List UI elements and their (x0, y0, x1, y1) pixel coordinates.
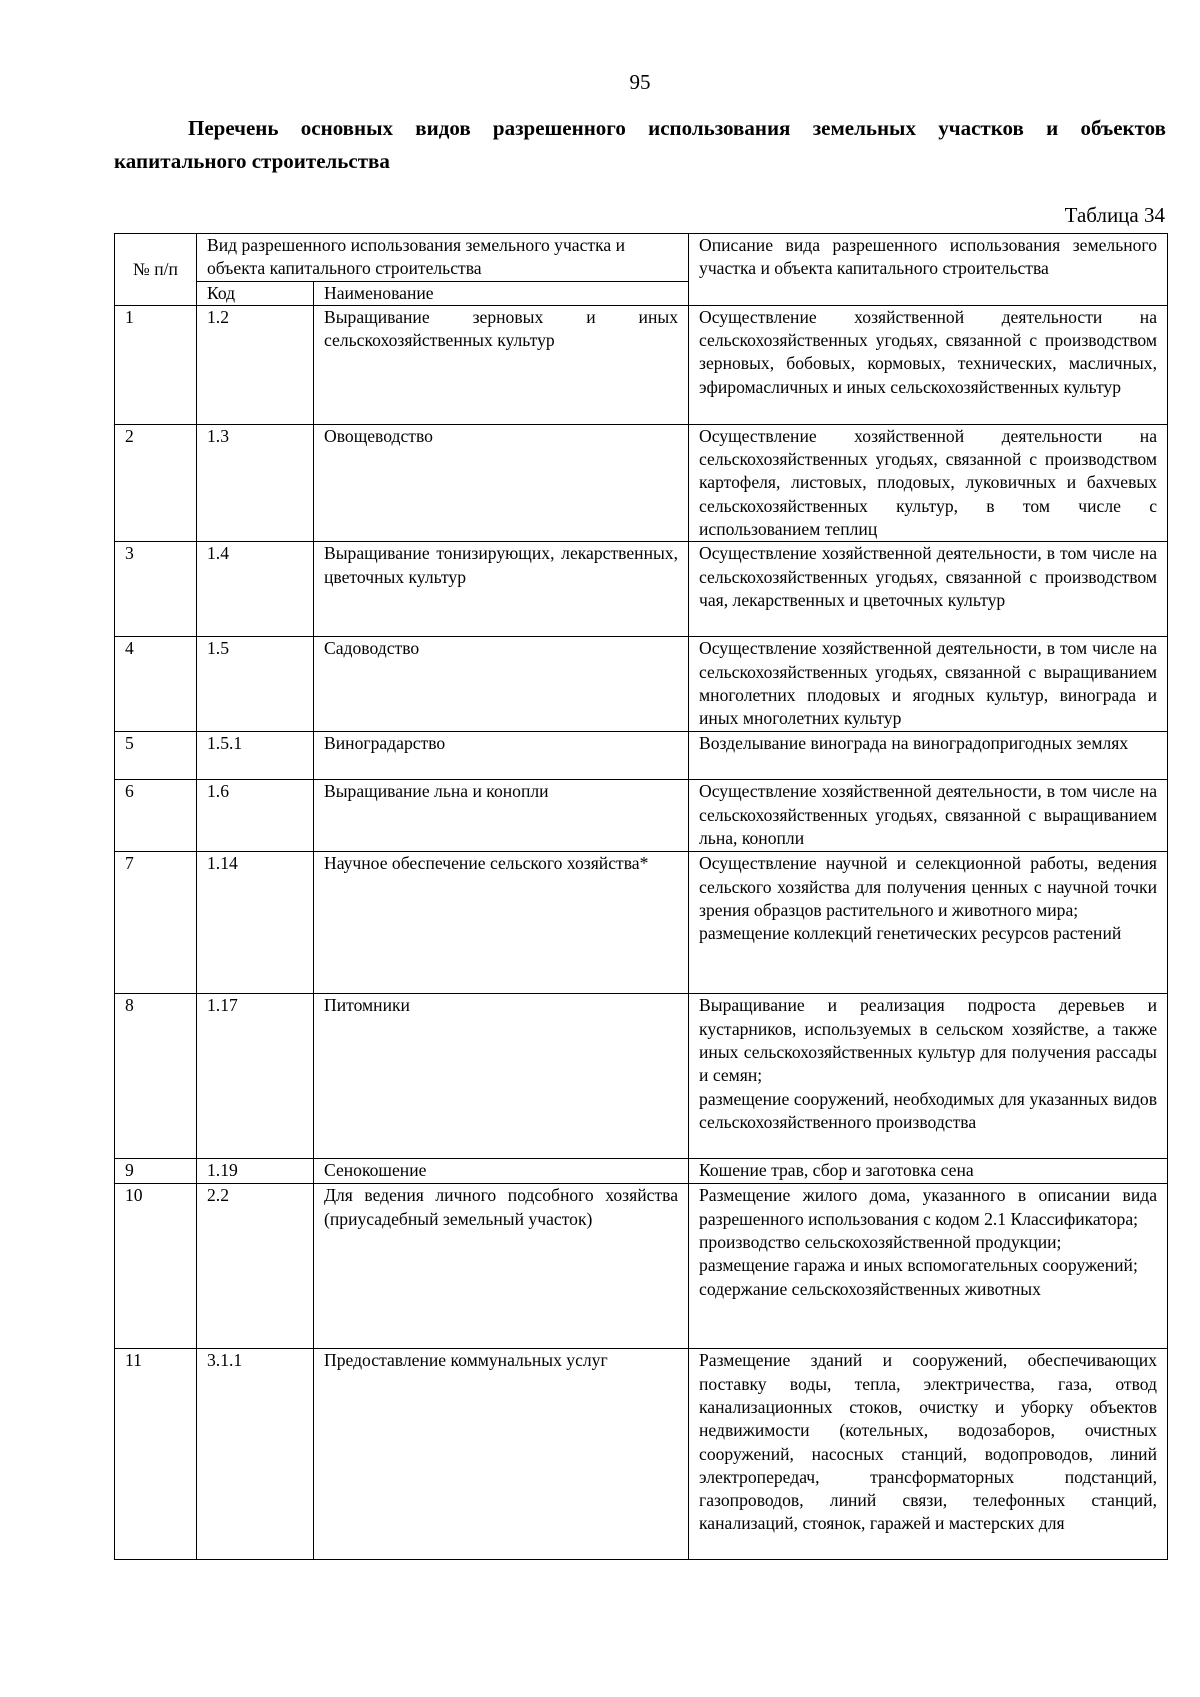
description-paragraph: Осуществление хозяйственной деятельности, в том числе на сельскохозяйственных угодьях, связанной с выращиванием льна, конопли (699, 781, 1158, 848)
row-description (689, 1184, 1168, 1349)
row-name: Питомники (314, 994, 689, 1159)
row-code: 1.19 (197, 1159, 314, 1184)
row-name: Предоставление коммунальных услуг (314, 1349, 689, 1560)
row-name: Научное обеспечение сельского хозяйства* (314, 852, 689, 994)
row-number: 10 (115, 1184, 197, 1349)
row-code: 1.5.1 (197, 732, 314, 780)
description-paragraph: Размещение жилого дома, указанного в описании вида разрешенного использования с кодом 2.1 Классификатора; (699, 1185, 1158, 1229)
description-paragraph: Выращивание и реализация подроста деревьев и кустарников, используемых в сельском хозяйстве, а также иных сельскохозяйственных культур для получения рассады и семян; (699, 995, 1158, 1086)
row-description (689, 780, 1168, 852)
row-code: 1.5 (197, 637, 314, 732)
row-number: 8 (115, 994, 197, 1159)
land-use-table (114, 233, 1168, 1560)
description-paragraph: Возделывание винограда на виноградопригодных землях (699, 733, 1129, 754)
description-paragraph: размещение гаража и иных вспомогательных сооружений; (699, 1255, 1138, 1276)
row-name: Выращивание тонизирующих, лекарственных, цветочных культур (314, 542, 689, 637)
row-code: 1.14 (197, 852, 314, 994)
description-paragraph: Осуществление хозяйственной деятельности, в том числе на сельскохозяйственных угодьях, связанной с производством чая, лекарственных и цветочных культур (699, 543, 1158, 610)
page-number: 95 (629, 70, 651, 94)
table-row (115, 637, 1168, 732)
row-description (689, 994, 1168, 1159)
table-row (115, 994, 1168, 1159)
description-paragraph: Осуществление хозяйственной деятельности, в том числе на сельскохозяйственных угодьях, связанной с выращиванием многолетних плодовых и ягодных культур, винограда и иных многолетних культур (699, 638, 1158, 729)
row-description (689, 305, 1168, 424)
row-number: 2 (115, 424, 197, 541)
description-paragraph: размещение сооружений, необходимых для указанных видов сельскохозяйственного производства (699, 1088, 1158, 1132)
table-row (115, 780, 1168, 852)
row-code: 1.17 (197, 994, 314, 1159)
row-description (689, 732, 1168, 780)
description-paragraph: Кошение трав, сбор и заготовка сена (699, 1160, 974, 1181)
table-row (115, 305, 1168, 424)
table-row (115, 1184, 1168, 1349)
row-code: 2.2 (197, 1184, 314, 1349)
row-number: 4 (115, 637, 197, 732)
description-paragraph: Размещение зданий и сооружений, обеспечивающих поставку воды, тепла, электричества, газа, отвод канализационных стоков, очистку и уборку объектов недвижимости (котельных, водозаборов, очистных сооружений, насосных станций, водопроводов, линий электропередач, трансформаторных подстанций, газопроводов, линий связи, телефонных станций, канализаций, стоянок, гаражей и мастерских для (699, 1350, 1158, 1534)
row-code: 1.4 (197, 542, 314, 637)
table-row (115, 1159, 1168, 1184)
row-description (689, 1349, 1168, 1560)
header-description: Описание вида разрешенного использования земельного участка и объекта капитального строительства (689, 234, 1168, 306)
row-number: 5 (115, 732, 197, 780)
row-number: 11 (115, 1349, 197, 1560)
description-paragraph: Осуществление научной и селекционной работы, ведения сельского хозяйства для получения ценных с научной точки зрения образцов растительного и животного мира; (699, 853, 1158, 920)
row-name: Садоводство (314, 637, 689, 732)
row-name: Выращивание зерновых и иных сельскохозяйственных культур (314, 305, 689, 424)
table-row (115, 732, 1168, 780)
table-row (115, 424, 1168, 541)
row-number: 1 (115, 305, 197, 424)
row-code: 1.3 (197, 424, 314, 541)
row-number: 6 (115, 780, 197, 852)
document-heading: Перечень основных видов разрешенного использования земельных участков и объектов капитального строительства (114, 116, 1166, 173)
description-paragraph: Осуществление хозяйственной деятельности на сельскохозяйственных угодьях, связанной с производством зерновых, бобовых, кормовых, технических, масличных, эфиромасличных и иных сельскохозяйственных культур (699, 306, 1158, 397)
row-code: 3.1.1 (197, 1349, 314, 1560)
description-paragraph: размещение коллекций генетических ресурсов растений (699, 923, 1122, 944)
description-paragraph: Осуществление хозяйственной деятельности на сельскохозяйственных угодьях, связанной с производством картофеля, листовых, плодовых, луковичных и бахчевых сельскохозяйственных культур, в том числе с использованием теплиц (699, 425, 1158, 540)
row-name: Сенокошение (314, 1159, 689, 1184)
table-row (115, 852, 1168, 994)
row-description (689, 424, 1168, 541)
header-name: Наименование (314, 281, 689, 305)
table-row (115, 1349, 1168, 1560)
row-description (689, 542, 1168, 637)
row-name: Выращивание льна и конопли (314, 780, 689, 852)
description-paragraph: производство сельскохозяйственной продукции; (699, 1231, 1062, 1252)
row-description (689, 637, 1168, 732)
row-name: Виноградарство (314, 732, 689, 780)
table-caption: Таблица 34 (1064, 203, 1165, 227)
header-number: № п/п (115, 234, 197, 306)
header-code: Код (197, 281, 314, 305)
row-code: 1.6 (197, 780, 314, 852)
row-code: 1.2 (197, 305, 314, 424)
row-description (689, 1159, 1168, 1184)
header-row-top (115, 234, 1168, 282)
row-number: 3 (115, 542, 197, 637)
row-number: 9 (115, 1159, 197, 1184)
description-paragraph: содержание сельскохозяйственных животных (699, 1278, 1041, 1299)
header-kind: Вид разрешенного использования земельного участка и объекта капитального строительства (197, 234, 689, 282)
row-number: 7 (115, 852, 197, 994)
row-name: Овощеводство (314, 424, 689, 541)
row-name: Для ведения личного подсобного хозяйства (приусадебный земельный участок) (314, 1184, 689, 1349)
table-row (115, 542, 1168, 637)
row-description (689, 852, 1168, 994)
